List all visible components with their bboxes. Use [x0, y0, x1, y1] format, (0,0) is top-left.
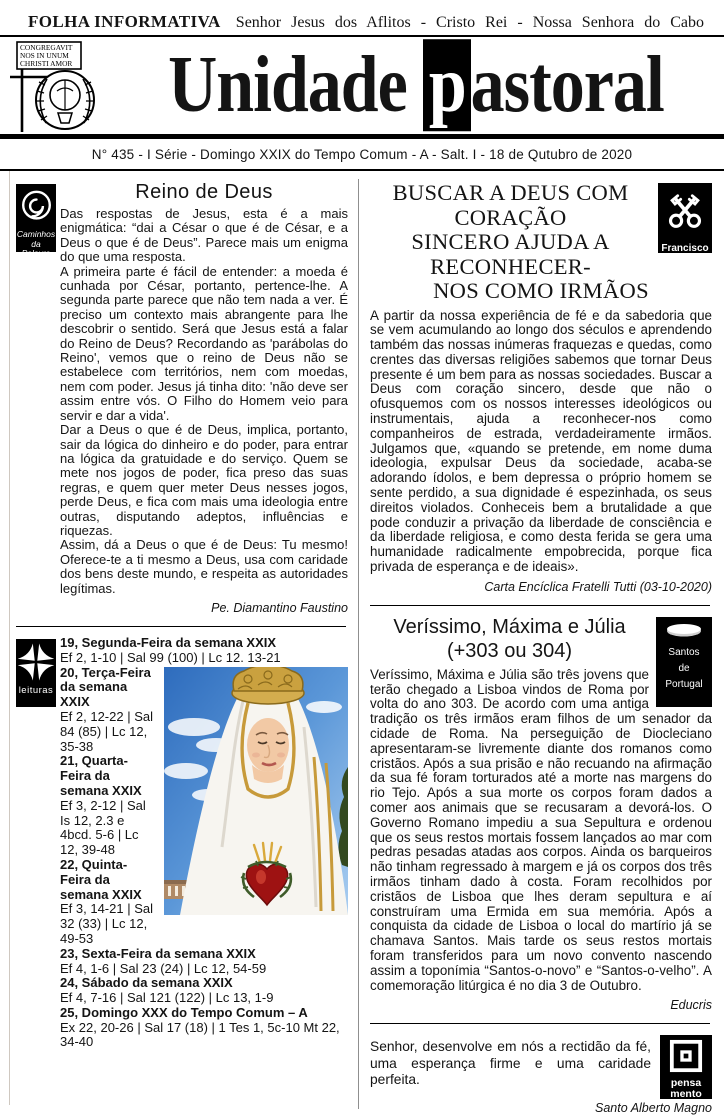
- reading-refs: Ef 4, 1-6 | Sal 23 (24) | Lc 12, 54-59: [60, 960, 267, 976]
- article-body: Veríssimo, Máxima e Júlia são três jovens que terão chegado a Lisboa vindos de Roma por volta do ano 303. De acordo com uma antiga tradição os três irmãos eram filhos de um senador da cidade de Roma. Na perseguição de Diocleciano apresentaram-se livremente diante dos romanos como cristãos. Após a sua prisão e não recuando na afirmação da sua fé foram torturados até a morte nas margens do rio Tejo. Após a sua morte os corpos foram dados a comer aos animais que se recusaram a devorá-los. O Governo Romano impediu a sua Sepultura e ordenou que os seus restos mortais fossem lançados ao mar com pedras pesadas atadas aos corpos. Ainda os barqueiros não tinham regressado à margem e já os corpos dos três irmãos tinham dado à costa. Foram recolhidos por cristãos de Lisboa que lhes deram sepultura e aí construíram uma Ermida em sua memória. Após a conquista da cidade de Lisboa o local do martírio já se chamava Santos. Mais tarde os seus restos mortais foram transferidos para um novo convento nascendo assim a toponímia “Santos-o-novo” e “Santos-o-velho”. A comemoração litúrgica é no dia 3 de Outubro.: [370, 666, 712, 993]
- reading-refs: Ef 2, 12-22 | Sal 84 (85) | Lc 12, 35-38: [60, 708, 153, 754]
- paragraph: Das respostas de Jesus, esta é a mais enigmática: “dai a César o que é de César, e a Deus o que é de Deus”. Parece mais um enigma do que uma resposta.: [60, 206, 348, 265]
- issue-line: N° 435 - I Série - Domingo XXIX do Tempo Comum - A - Salt. I - 18 de Qutubro de 2020: [0, 139, 724, 171]
- reading-item: [60, 976, 348, 1006]
- title-line: SINCERO AJUDA A RECONHECER-: [411, 229, 610, 279]
- cross-pattee-icon: [18, 643, 54, 686]
- article-santos-de-portugal: [370, 615, 712, 1013]
- reading-refs: Ef 2, 1-10 | Sal 99 (100) | Lc 12. 13-21: [60, 649, 281, 665]
- article-reino-de-deus: [16, 181, 348, 615]
- congregation-emblem-icon: [8, 39, 114, 133]
- title-part-1: Unidade: [168, 38, 423, 129]
- badge-label: Santos: [668, 646, 700, 658]
- badge-label: Caminhos: [16, 229, 56, 239]
- caminhos-da-palavra-badge: [16, 184, 56, 258]
- reading-day: 19, Segunda-Feira da semana XXIX: [60, 634, 277, 650]
- paragraph: Assim, dá a Deus o que é de Deus: Tu mesmo! Oferece-te a ti mesmo a Deus, usa com caridade dos bens deste mundo, e respeita as autoridades legítimas.: [60, 537, 348, 596]
- spiral-icon: [20, 187, 53, 230]
- article-buscar-a-deus: [370, 181, 712, 594]
- paragraph: Dar a Deus o que é de Deus, implica, portanto, sair da lógica do dinheiro e do poder, para entrar na lógica da gratuidade e do serviço. Quem se mete nos jogos de poder, fica preso das suas regras, e quem quer meter Deus nesses jogos, perde Deus, e fica com mais uma ideologia entre outras, disputando adeptos, influências e riquezas.: [60, 422, 348, 538]
- reading-day: 25, Domingo XXX do Tempo Comum – A: [60, 1004, 308, 1020]
- reading-item: [60, 947, 348, 977]
- reading-item: [60, 1006, 348, 1050]
- reading-refs: Ef 3, 2-12 | Sal Is 12, 2.3 e 4bcd. 5-6 | Lc 12, 39-48: [60, 797, 146, 858]
- santos-de-portugal-badge: [656, 617, 712, 707]
- article-body: A partir da nossa experiência de fé e da sabedoria que se vem acumulando ao longo dos séculos e aprendendo também das nossas inúmeras fraquezas e quedas, como crentes das diversas religiões sabemos que tornar Deus presente é um bem para as nossas sociedades. Buscar a Deus com coração sincero, desde que não o ofusquemos com os nossos interesses ideológicos ou instrumentais, ajuda a reconhecer-nos como companheiros de estrada, verdadeiramente irmãos. Julgamos que, «quando se pretende, em nome duma ideologia, expulsar Deus da sociedade, acaba-se adorando ídolos, e bem depressa o próprio homem se sente perdido, a sua dignidade é espezinhada, os seus direitos violados. Conheceis bem a brutalidade a que pode conduzir a privação da liberdade de consciência e da liberdade religiosa, e como desta ferida se gera uma humanidade radicalmente empobrecida, porque fica privada de esperança e de ideais».: [370, 307, 712, 575]
- masthead: [0, 37, 724, 139]
- badge-label: Portugal: [665, 678, 703, 690]
- reading-day: 21, Quarta-Feira da semana XXIX: [60, 753, 142, 798]
- badge-label: Francisco: [661, 243, 709, 254]
- logo-motto-1: CONGREGAVIT: [20, 42, 73, 52]
- reading-day: 24, Sábado da semana XXIX: [60, 975, 233, 991]
- badge-label: pensa: [670, 1077, 702, 1090]
- section-leituras: [16, 636, 348, 1050]
- quote-text: Senhor, desenvolve em nós a rectidão da fé, uma esperança firme e uma caridade perfeita.: [370, 1039, 651, 1088]
- crossed-keys-icon: [660, 186, 710, 243]
- paragraph: A primeira parte é fácil de entender: a moeda é cunhada por César, portanto, pertence-lhe. A segunda parte parece que não tem nada a ver. É preciso um contexto mais abrangente para lhe descobrir o sentido. Será que Jesus está a falar do Reino de Deus? Recordando as 'parábolas do Reino', vemos que o reino de Deus não se estabelece com territórios, nem com moedas, nem com poder. Jesus já tinha dito: 'não deve ser assim entre vós. O Filho do Homem veio para servir e dar a vida'.: [60, 263, 348, 423]
- newsletter-title: [114, 30, 718, 136]
- reading-refs: Ex 22, 20-26 | Sal 17 (18) | 1 Tes 1, 5c-10 Mt 22, 34-40: [60, 1019, 340, 1050]
- source-signature: Educris: [670, 998, 712, 1013]
- right-column: [368, 179, 724, 1115]
- reading-day: 22, Quinta-Feira da semana XXIX: [60, 856, 142, 902]
- parishes-label: Senhor Jesus dos Aflitos - Cristo Rei - Nossa Senhora do Cabo: [235, 14, 704, 31]
- badge-label: da Palavra: [21, 238, 51, 258]
- badge-label: de: [678, 662, 690, 674]
- section-divider: [16, 626, 346, 627]
- author-signature: Pe. Diamantino Faustino: [211, 600, 348, 615]
- newsletter-type-label: FOLHA INFORMATIVA: [28, 12, 221, 31]
- concentric-squares-icon: [669, 1039, 703, 1078]
- title-line: BUSCAR A DEUS COM CORAÇÃO: [392, 180, 629, 230]
- article-title: Reino de Deus: [135, 181, 273, 203]
- content-columns: [0, 171, 724, 1115]
- badge-label: mento: [670, 1088, 702, 1101]
- source-signature: Carta Encíclica Fratelli Tutti (03-10-2020): [484, 579, 712, 594]
- reading-day: 20, Terça-Feira da semana XXIX: [60, 664, 151, 710]
- logo-motto-2: NOS IN UNUM: [20, 50, 69, 60]
- title-line: Veríssimo, Máxima e Júlia: [393, 615, 626, 638]
- logo-motto-3: CHRISTI AMOR: [20, 58, 73, 68]
- left-column: [0, 179, 352, 1115]
- section-divider: [370, 605, 710, 606]
- badge-label: leituras: [18, 684, 54, 696]
- title-part-2: astoral: [470, 38, 664, 129]
- leituras-badge: [16, 639, 56, 707]
- quote-author: Santo Alberto Magno: [595, 1100, 712, 1115]
- halo-icon: [662, 622, 706, 643]
- our-lady-of-fatima-image: [164, 667, 348, 915]
- reading-refs: Ef 3, 14-21 | Sal 32 (33) | Lc 12, 49-53: [60, 901, 153, 946]
- title-line: (+303 ou 304): [446, 639, 573, 662]
- reading-refs: Ef 4, 7-16 | Sal 121 (122) | Lc 13, 1-9: [60, 990, 274, 1006]
- column-divider: [358, 179, 359, 1109]
- pensamento-badge: [660, 1035, 712, 1099]
- francisco-badge: [658, 183, 712, 253]
- section-pensamento: [370, 1033, 712, 1115]
- title-inverted-p: p: [423, 39, 471, 131]
- title-line: NOS COMO IRMÃOS: [433, 278, 649, 303]
- page-fold-line: [9, 171, 10, 1105]
- reading-day: 23, Sexta-Feira da semana XXIX: [60, 945, 256, 961]
- reading-item: [60, 636, 348, 666]
- article-body: [60, 207, 348, 596]
